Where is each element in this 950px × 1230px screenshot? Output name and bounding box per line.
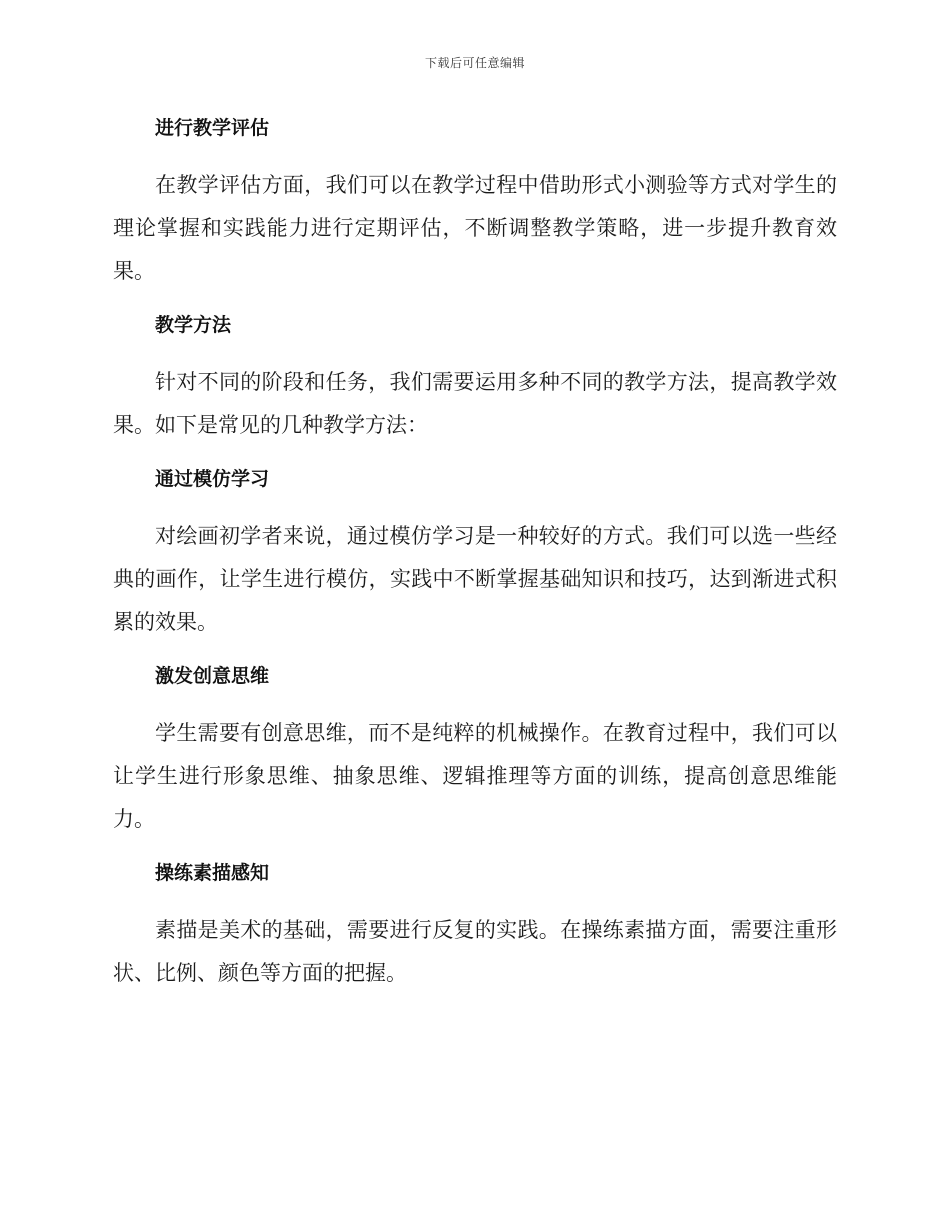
section-paragraph: 学生需要有创意思维，而不是纯粹的机械操作。在教育过程中，我们可以让学生进行形象思维、抽象思维、逻辑推理等方面的训练，提高创意思维能力。 (113, 721, 837, 831)
section-creative-thinking (113, 656, 837, 841)
document-body (113, 108, 837, 1007)
section-sketch-practice (113, 853, 837, 995)
section-paragraph: 针对不同的阶段和任务，我们需要运用多种不同的教学方法，提高教学效果。如下是常见的几种教学方法： (113, 370, 837, 437)
section-heading: 激发创意思维 (155, 665, 270, 687)
section-paragraph: 素描是美术的基础，需要进行反复的实践。在操练素描方面，需要注重形状、比例、颜色等方面的把握。 (113, 918, 837, 985)
section-imitation-learning (113, 459, 837, 644)
header-note: 下载后可任意编辑 (424, 56, 525, 70)
section-paragraph: 对绘画初学者来说，通过模仿学习是一种较好的方式。我们可以选一些经典的画作，让学生进行模仿，实践中不断掌握基础知识和技巧，达到渐进式积累的效果。 (113, 524, 837, 634)
section-paragraph: 在教学评估方面，我们可以在教学过程中借助形式小测验等方式对学生的理论掌握和实践能力进行定期评估，不断调整教学策略，进一步提升教育效果。 (113, 173, 837, 283)
section-heading: 教学方法 (155, 314, 232, 336)
section-heading: 操练素描感知 (155, 862, 270, 884)
section-teaching-methods (113, 305, 837, 447)
section-heading: 通过模仿学习 (155, 468, 270, 490)
section-teaching-evaluation (113, 108, 837, 293)
section-heading: 进行教学评估 (155, 117, 270, 139)
